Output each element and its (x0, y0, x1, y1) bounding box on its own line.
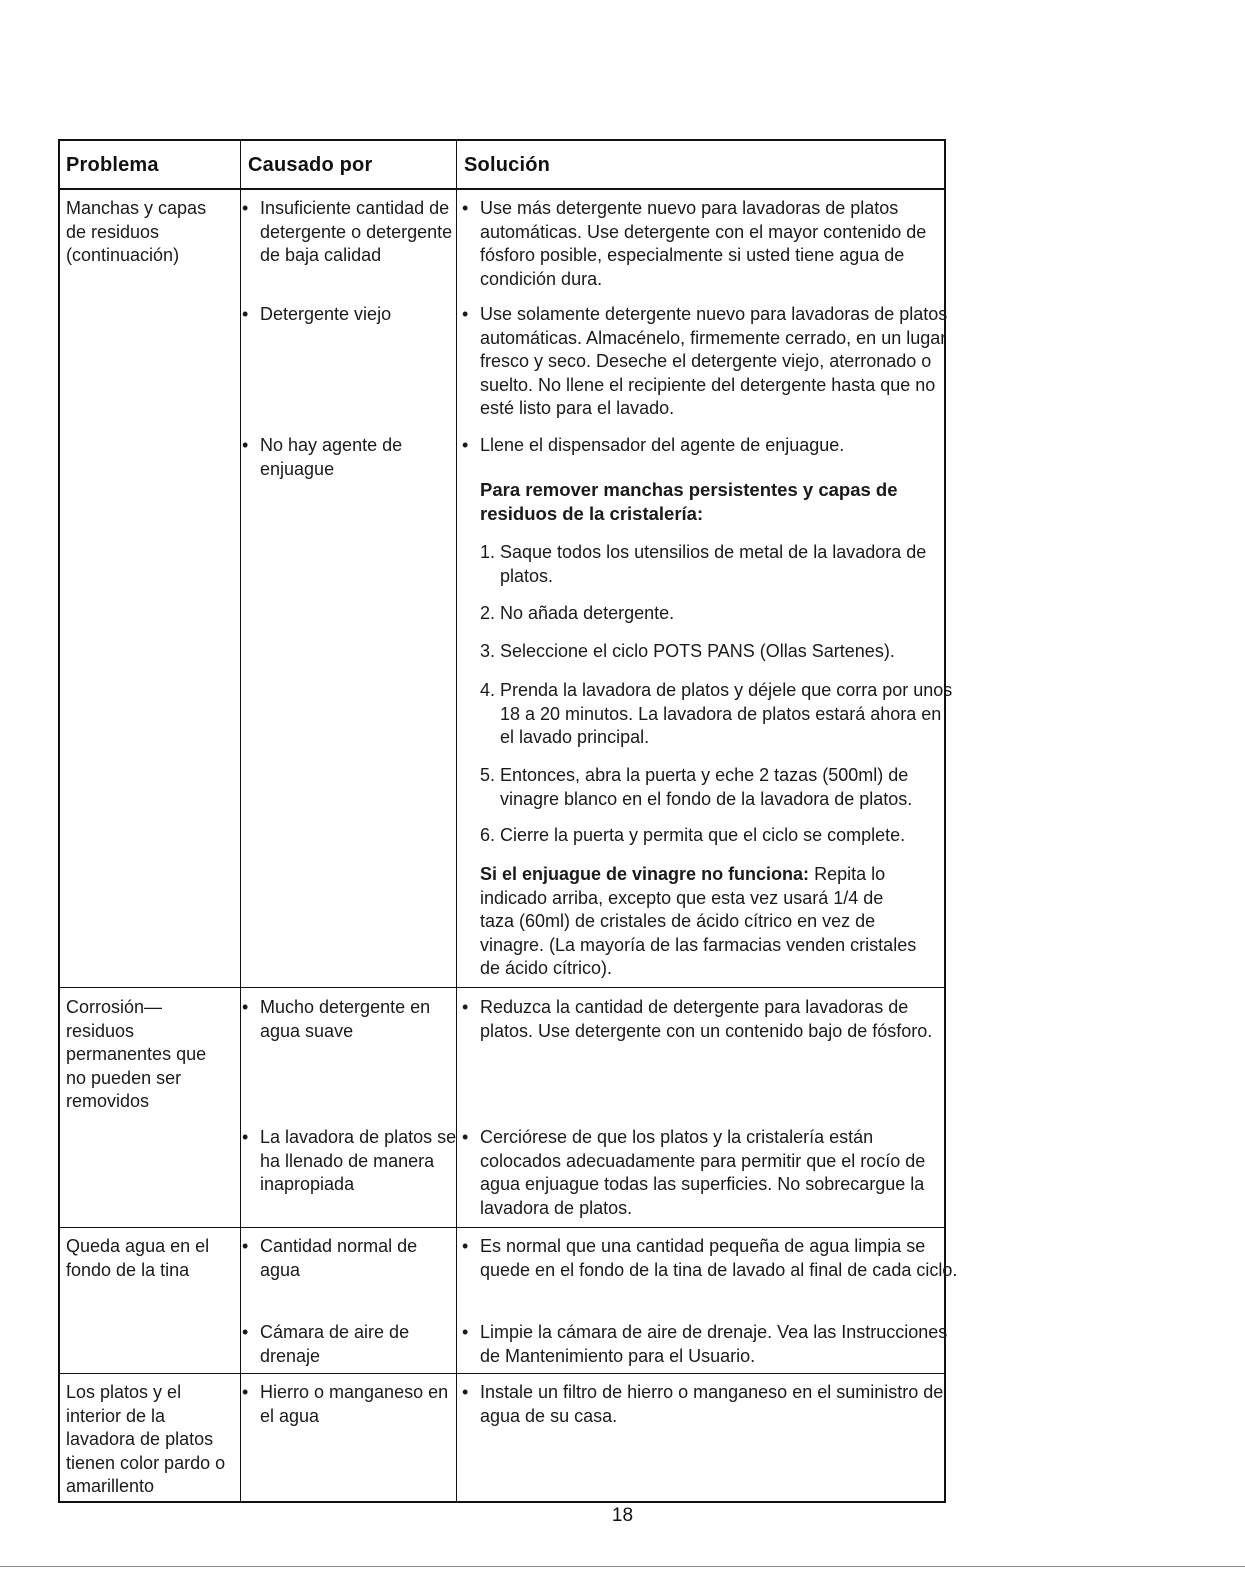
step-item: 5. Entonces, abra la puerta y eche 2 tazas (500ml) de vinagre blanco en el fondo de la lavadora de platos. (480, 765, 913, 809)
row-divider (60, 1373, 944, 1374)
cause-item: • Insuficiente cantidad de detergente o detergente de baja calidad (242, 198, 453, 265)
sub-heading: Para remover manchas persistentes y capas de residuos de la cristalería: (480, 479, 898, 524)
step-item: 3. Seleccione el ciclo POTS PANS (Ollas Sartenes). (480, 641, 895, 661)
cause-item: • Hierro o manganeso en el agua (242, 1382, 449, 1426)
bullet-icon: • (462, 1236, 469, 1256)
problem-cell: Queda agua en el fondo de la tina (66, 1236, 210, 1280)
solution-item: • Cerciórese de que los platos y la cristalería están colocados adecuadamente para permitir que el rocío de agua enjuague todas las superficies. No sobrecargue la lavadora de platos. (462, 1127, 926, 1218)
cause-item: • Detergente viejo (242, 303, 460, 327)
bullet-icon: • (242, 1236, 249, 1256)
bullet-icon: • (242, 1322, 249, 1342)
bullet-icon: • (242, 1382, 249, 1402)
problem-cell: Manchas y capas de residuos (continuación) (66, 198, 207, 265)
step-item: 6. Cierre la puerta y permita que el ciclo se complete. (480, 825, 906, 845)
problem-cell: Los platos y el interior de la lavadora de platos tienen color pardo o amarillento (66, 1382, 226, 1496)
cause-item: • Cantidad normal de agua (242, 1236, 418, 1280)
bullet-icon: • (462, 997, 469, 1017)
solution-item: • Instale un filtro de hierro o manganeso en el suministro de agua de su casa. (462, 1382, 944, 1426)
bullet-icon: • (462, 198, 469, 218)
step-item: 1. Saque todos los utensilios de metal de la lavadora de platos. (480, 542, 927, 586)
solution-item: • Limpie la cámara de aire de drenaje. Vea las Instrucciones de Mantenimiento para el Usuario. (462, 1322, 948, 1366)
bullet-icon: • (462, 1382, 469, 1402)
column-divider (456, 141, 457, 1501)
bullet-icon: • (462, 304, 469, 324)
bullet-icon: • (462, 1322, 469, 1342)
bullet-icon: • (242, 304, 249, 324)
solution-item: • Use más detergente nuevo para lavadoras de platos automáticas. Use detergente con el mayor contenido de fósforo posible, especialmente si usted tiene agua de condición dura. (462, 198, 927, 289)
header-cause: Causado por (248, 154, 373, 176)
troubleshooting-table (58, 139, 958, 1503)
solution-item: • Es normal que una cantidad pequeña de agua limpia se quede en el fondo de la tina de lavado al final de cada ciclo. (462, 1236, 958, 1280)
cause-item: • No hay agente de enjuague (242, 435, 403, 479)
column-divider (240, 141, 241, 1501)
row-divider (60, 987, 944, 988)
row-divider (60, 1227, 944, 1228)
header-solution: Solución (464, 154, 551, 176)
vinegar-note: Si el enjuague de vinagre no funciona: Repita lo indicado arriba, excepto que esta vez usará 1/4 de taza (60ml) de cristales de ácido cítrico en vez de vinagre. (La mayoría de las farmacias venden cristales de ácido cítrico). (480, 864, 917, 978)
bullet-icon: • (462, 1127, 469, 1147)
page-bottom-rule (0, 1566, 1245, 1567)
cause-item: • La lavadora de platos se ha llenado de manera inapropiada (242, 1127, 457, 1194)
step-item: 2. No añada detergente. (480, 603, 675, 623)
solution-item: • Reduzca la cantidad de detergente para lavadoras de platos. Use detergente con un contenido bajo de fósforo. (462, 997, 933, 1041)
bullet-icon: • (242, 997, 249, 1017)
bullet-icon: • (242, 198, 249, 218)
header-problem: Problema (66, 154, 159, 176)
page-number: 18 (611, 1505, 634, 1526)
solution-item: • Llene el dispensador del agente de enjuague. (462, 434, 958, 458)
cause-item: • Cámara de aire de drenaje (242, 1322, 410, 1366)
cause-item: • Mucho detergente en agua suave (242, 997, 431, 1041)
bullet-icon: • (242, 435, 249, 455)
solution-item: • Use solamente detergente nuevo para lavadoras de platos automáticas. Almacénelo, firmemente cerrado, en un lugar fresco y seco. Deseche el detergente viejo, aterronado o suelto. No llene el recipiente del detergente hasta que no esté listo para el lavado. (462, 304, 948, 418)
problem-cell: Corrosión—residuos permanentes que no pueden ser removidos (66, 997, 207, 1111)
bullet-icon: • (462, 435, 469, 455)
step-item: 4. Prenda la lavadora de platos y déjele que corra por unos 18 a 20 minutos. La lavadora de platos estará ahora en el lavado principal. (480, 680, 953, 747)
bullet-icon: • (242, 1127, 249, 1147)
header-divider (60, 188, 944, 190)
